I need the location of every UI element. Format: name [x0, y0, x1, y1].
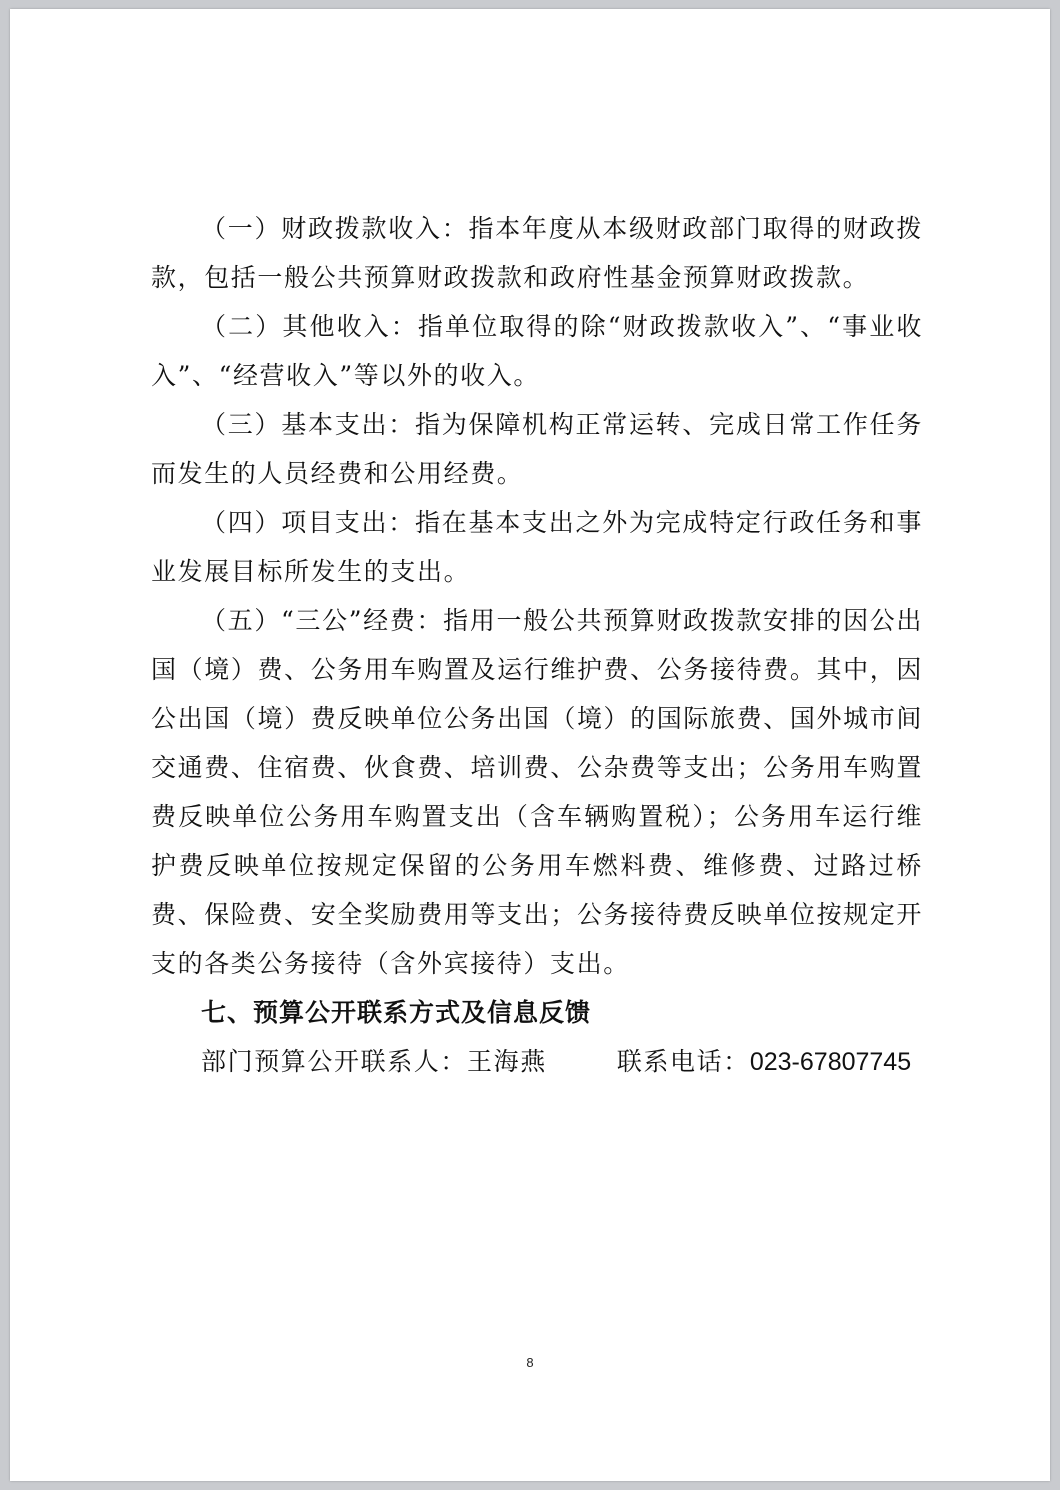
contact-phone-label: 联系电话：	[616, 1047, 750, 1076]
document-body	[151, 204, 923, 1087]
contact-line	[151, 1037, 923, 1087]
contact-person-name: 王海燕	[467, 1047, 547, 1076]
paragraph-three-public-expenses: （五）“三公”经费：指用一般公共预算财政拨款安排的因公出国（境）费、公务用车购置及运行维护费、公务接待费。其中，因公出国（境）费反映单位公务出国（境）的国际旅费、国外城市间交通费、住宿费、伙食费、培训费、公杂费等支出；公务用车购置费反映单位公务用车购置支出（含车辆购置税）；公务用车运行维护费反映单位按规定保留的公务用车燃料费、维修费、过路过桥费、保险费、安全奖励费用等支出；公务接待费反映单位按规定开支的各类公务接待（含外宾接待）支出。	[151, 606, 923, 978]
paragraph-basic-expenditure: （三）基本支出：指为保障机构正常运转、完成日常工作任务而发生的人员经费和公用经费。	[151, 410, 923, 488]
paragraph-fiscal-appropriation-income: （一）财政拨款收入：指本年度从本级财政部门取得的财政拨款，包括一般公共预算财政拨款和政府性基金预算财政拨款。	[151, 214, 923, 292]
page-number: 8	[526, 1355, 534, 1370]
document-page	[10, 9, 1050, 1481]
contact-person-label: 部门预算公开联系人：	[201, 1047, 468, 1076]
paragraph-other-income: （二）其他收入：指单位取得的除“财政拨款收入”、“事业收入”、“经营收入”等以外的收入。	[151, 312, 923, 390]
paragraph-project-expenditure: （四）项目支出：指在基本支出之外为完成特定行政任务和事业发展目标所发生的支出。	[151, 508, 923, 586]
contact-phone-number: 023-67807745	[749, 1048, 912, 1076]
section-heading: 七、预算公开联系方式及信息反馈	[201, 998, 592, 1027]
